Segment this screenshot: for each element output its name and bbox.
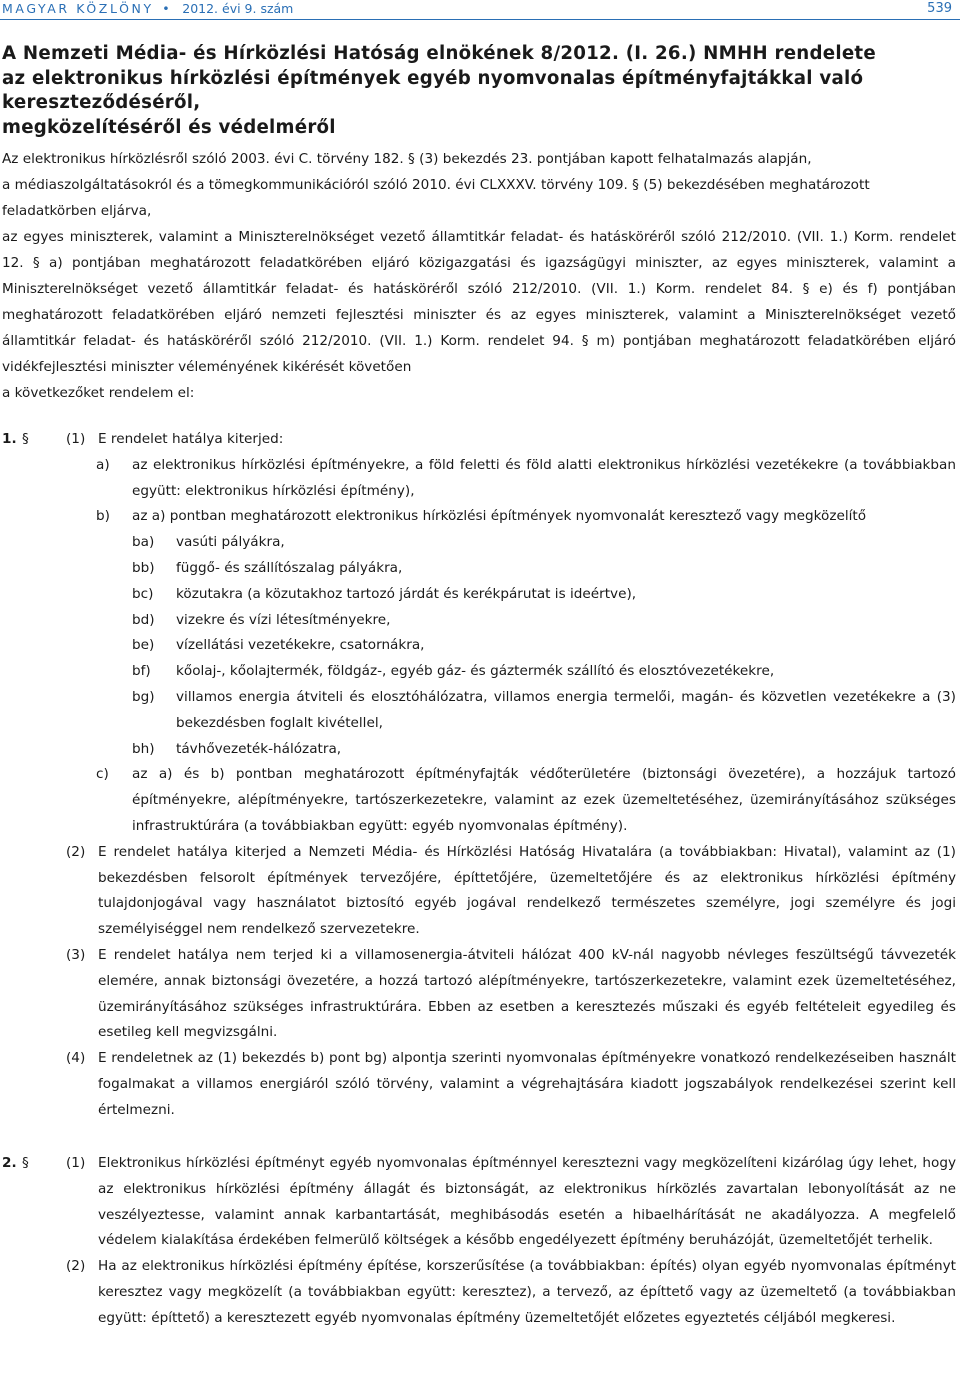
subpoint-bb — [2, 556, 956, 582]
para-1-label: (1) — [66, 431, 86, 447]
para-4-text: E rendeletnek az (1) bekezdés b) pont bg) alpontja szerinti nyomvonalas építményekre vonatkozó rendelkezéseiben használt fogalmakat a villamos energiáról szóló törvény, valamint a végrehajtására kiadott jogszabályok rendelkezései szerint kell értelmezni. — [98, 1050, 956, 1118]
bullet-separator: • — [162, 1, 170, 16]
subpoint-be — [2, 633, 956, 659]
para-1-label: (1) — [66, 1155, 86, 1171]
subpoint-text: kőolaj-, kőolajtermék, földgáz-, egyéb gáz- és gáztermék szállító és elosztóvezetékekre, — [176, 663, 775, 680]
point-a-text: az elektronikus hírközlési építményekre, a föld feletti és föld alatti elektronikus hírközlési vezetékekre (a továbbiakban együtt: elektronikus hírközlési építmény), — [132, 456, 956, 499]
point-a — [2, 453, 956, 505]
header-rule — [0, 19, 960, 20]
section-2-sign: § — [22, 1155, 29, 1171]
para-2-label: (2) — [66, 1258, 86, 1275]
para-1-text: Elektronikus hírközlési építményt egyéb nyomvonalas építménnyel keresztezni vagy megközelíteni kizárólag úgy lehet, hogy az elektronikus hírközlési építmény állagát és biztonságát, az elektronikus hírközlés zavartalan lebonyolítását az ne veszélyeztesse, valamint annak karbantartását, meghibásodás esetén a hibaelhárítását ne akadályozza. A megfelelő védelem kialakítása érdekében felmerülő költségek a később engedélyezett építmény beruházóját, üzemeltetőjét terhelik. — [98, 1155, 956, 1249]
subpoint-label: bb) — [132, 559, 155, 576]
preamble-competence: a médiaszolgáltatásokról és a tömegkommunikációról szóló 2010. évi CLXXXV. törvény 109. § (5) bekezdésében meghatározott feladatkörben eljárva, — [2, 177, 870, 219]
point-a-label: a) — [96, 456, 110, 473]
subpoint-text: vízellátási vezetékekre, csatornákra, — [176, 637, 425, 654]
title-line-1: A Nemzeti Média- és Hírközlési Hatóság elnökének 8/2012. (I. 26.) NMHH rendelete — [2, 43, 876, 64]
subpoint-label: bf) — [132, 663, 151, 680]
para-1-intro: E rendelet hatálya kiterjed: — [98, 431, 284, 447]
subpoint-label: bh) — [132, 740, 155, 757]
regulation-title — [2, 42, 952, 140]
para-4-label: (4) — [66, 1050, 86, 1067]
point-c — [2, 762, 956, 839]
section-1-number: 1. — [2, 431, 17, 447]
para-2 — [2, 840, 956, 943]
point-c-text: az a) és b) pontban meghatározott építményfajták védőterületére (biztonsági övezetére), a hozzájuk tartozó építményekre, alépítményekre, tartószerkezetekre, valamint az ezek üzemeltetéséhez, üzemirányításához szükséges infrastruktúrára (a továbbiakban együtt: egyéb nyomvonalas építmény). — [132, 766, 956, 834]
subpoint-text: közutakra (a közutakhoz tartozó járdát és kerékpárutat is ideértve), — [176, 585, 637, 602]
subpoint-bc — [2, 582, 956, 608]
subpoint-text: függő- és szállítószalag pályákra, — [176, 559, 403, 576]
section-2 — [2, 1151, 956, 1332]
subpoint-label: bg) — [132, 688, 155, 705]
title-line-2: az elektronikus hírközlési építmények egyéb nyomvonalas építményfajtákkal való kereszteződéséről, — [2, 67, 864, 113]
section-2-number: 2. — [2, 1155, 17, 1171]
subpoint-text: távhővezeték-hálózatra, — [176, 740, 342, 757]
subpoint-label: be) — [132, 637, 155, 654]
title-line-3: megközelítéséről és védelméről — [2, 116, 336, 138]
para-2-text: Ha az elektronikus hírközlési építmény építése, korszerűsítése (a továbbiakban: építés) olyan egyéb nyomvonalas építményt keresztez vagy megközelít (a továbbiakban együtt: keresztez), a tervező, az építtető vagy az üzemeltető (a továbbiakban együtt: építtető) a keresztezett egyéb nyomvonalas építmény üzemeltetőjét előzetes egyeztetés céljából megkeresi. — [98, 1258, 956, 1326]
para-2-label: (2) — [66, 843, 86, 860]
section-1-sign: § — [22, 431, 29, 447]
running-head — [2, 1, 293, 16]
para-2-text: E rendelet hatálya kiterjed a Nemzeti Média- és Hírközlési Hatóság Hivatalára (a továbbiakban: Hivatal), valamint az (1) bekezdésben felsorolt építmények tervezőjére, építtetőjére, üzemeltetőjére és az elektronikus hírközlési építmény tulajdonjogával vagy használatot biztosító egyéb jogával rendelkező természetes személyre, jogi személyre és jogi személyiséggel nem rendelkező szervezetekre. — [98, 843, 956, 938]
subpoint-ba — [2, 530, 956, 556]
para-3-label: (3) — [66, 946, 86, 963]
point-b-text: az a) pontban meghatározott elektronikus hírközlési építmények nyomvonalát keresztező vagy megközelítő — [132, 508, 867, 525]
subpoint-bd — [2, 608, 956, 634]
section-1-para-1-intro — [2, 427, 956, 453]
point-b-label: b) — [96, 508, 110, 525]
subpoint-text: villamos energia átviteli és elosztóhálózatra, villamos energia termelői, magán- és közvetlen vezetékekre a (3) bekezdésben foglalt kivétellel, — [176, 688, 956, 731]
section-2-para-1 — [2, 1151, 956, 1254]
issue-date: 2012. évi 9. szám — [182, 1, 294, 16]
page-number: 539 — [927, 1, 952, 16]
preamble-consultation: az egyes miniszterek, valamint a Miniszterelnökséget vezető államtitkár feladat- és hatásköréről szóló 212/2010. (VII. 1.) Korm. rendelet 12. § a) pontjában meghatározott feladatkörében eljáró közigazgatási és igazságügyi miniszter, az egyes miniszterek, valamint a Miniszterelnökséget vezető államtitkár feladat- és hatásköréről szóló 212/2010. (VII. 1.) Korm. rendelet 84. § e) és f) pontjában meghatározott feladatkörében eljáró nemzeti fejlesztési miniszter és az egyes miniszterek, valamint a Miniszterelnökséget vezető államtitkár feladat- és hatásköréről szóló 212/2010. (VII. 1.) Korm. rendelet 94. § m) pontjában meghatározott feladatkörében eljáró vidékfejlesztési miniszter véleményének kikérését követően — [2, 229, 956, 375]
journal-name: MAGYAR KÖZLÖNY — [2, 1, 154, 16]
subpoint-bg — [2, 685, 956, 737]
para-4 — [2, 1046, 956, 1123]
section-2-para-2 — [2, 1254, 956, 1331]
subpoint-label: bd) — [132, 611, 155, 628]
subpoint-label: bc) — [132, 585, 154, 602]
point-c-label: c) — [96, 766, 109, 783]
section-1 — [2, 427, 956, 1124]
preamble-enactment: a következőket rendelem el: — [2, 385, 195, 401]
subpoint-bf — [2, 659, 956, 685]
subpoint-bh — [2, 737, 956, 763]
point-b — [2, 504, 956, 530]
para-3 — [2, 943, 956, 1046]
preamble — [2, 146, 956, 406]
subpoint-text: vasúti pályákra, — [176, 534, 285, 551]
subpoint-text: vizekre és vízi létesítményekre, — [176, 611, 391, 628]
para-3-text: E rendelet hatálya nem terjed ki a villamosenergia-átviteli hálózat 400 kV-nál nagyobb névleges feszültségű távvezeték elemére, annak biztonsági övezetére, a hozzá tartozó alépítményekre, tartószerkezetekre, valamint ezek üzemeltetéséhez, üzemirányításához szükséges infrastruktúrára. Ebben az esetben a keresztezés műszaki és egyéb feltételeit egyedileg és esetileg kell megvizsgálni. — [98, 946, 956, 1041]
preamble-authorization: Az elektronikus hírközlésről szóló 2003. évi C. törvény 182. § (3) bekezdés 23. pontjában kapott felhatalmazás alapján, — [2, 151, 812, 167]
subpoint-label: ba) — [132, 534, 155, 551]
